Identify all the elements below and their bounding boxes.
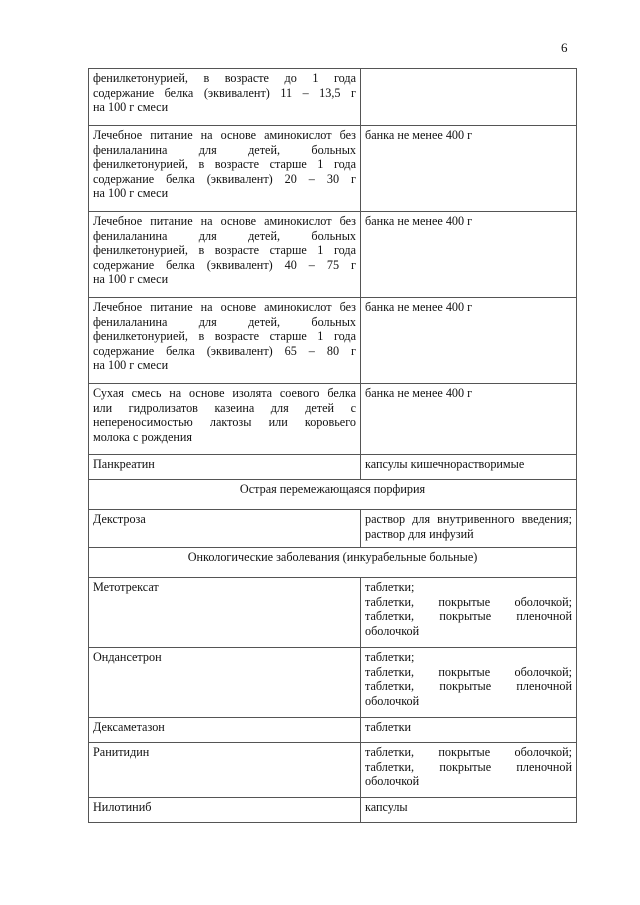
drug_lines-line: фенилкетонурией, в возрасте до 1 года	[93, 71, 356, 85]
drug-name-cell	[89, 798, 361, 823]
drug-name-cell	[89, 384, 361, 455]
form_lines-line: оболочкой	[365, 623, 420, 638]
form_lines-line: таблетки, покрытые пленочной	[365, 759, 572, 774]
drug_lines-line: фенилаланина для детей, больных	[93, 228, 356, 243]
form_lines-line: таблетки	[365, 720, 412, 734]
drug-name-cell	[89, 69, 361, 126]
form_lines-line: оболочкой	[365, 774, 420, 789]
drug_lines-line: фенилаланина для детей, больных	[93, 142, 356, 157]
drug_lines-line: Дексаметазон	[93, 720, 165, 734]
form_lines-line: оболочкой	[365, 693, 420, 708]
form_lines-line: таблетки, покрытые оболочкой;	[365, 745, 572, 759]
drug_lines-line: фенилкетонурией, в возрасте старше 1 года	[93, 243, 356, 258]
form_lines-line: банка не менее 400 г	[365, 300, 473, 314]
drug-name-cell	[89, 212, 361, 298]
drug_lines-line: на 100 г смеси	[93, 272, 169, 287]
drug_lines-line: фенилаланина для детей, больных	[93, 314, 356, 329]
drug_lines-line: на 100 г смеси	[93, 100, 169, 115]
drug-name-cell	[89, 126, 361, 212]
dosage-form-cell	[361, 455, 577, 480]
drug_lines-line: на 100 г смеси	[93, 358, 169, 373]
drug_lines-line: содержание белка (эквивалент) 65 – 80 г	[93, 343, 356, 358]
drug_lines-line: содержание белка (эквивалент) 20 – 30 г	[93, 171, 356, 186]
table-row	[89, 718, 577, 743]
drug_lines-line: Панкреатин	[93, 457, 155, 471]
form_lines-line: таблетки;	[365, 650, 415, 664]
dosage-form-cell	[361, 578, 577, 648]
drug-name-cell	[89, 743, 361, 798]
drug_lines-line: Метотрексат	[93, 580, 159, 594]
dosage-form-cell	[361, 126, 577, 212]
table-row	[89, 743, 577, 798]
drug_lines-line: Лечебное питание на основе аминокислот без	[93, 214, 356, 228]
table-row	[89, 648, 577, 718]
drug_lines-line: Ондансетрон	[93, 650, 162, 664]
table-row	[89, 126, 577, 212]
form_lines-line: раствор для инфузий	[365, 526, 474, 541]
form_lines-line: капсулы	[365, 800, 408, 814]
dosage-form-cell	[361, 718, 577, 743]
drug_lines-line: молока с рождения	[93, 429, 193, 444]
drug_lines-line: Ранитидин	[93, 745, 150, 759]
form_lines-line: таблетки, покрытые пленочной	[365, 679, 572, 694]
drug_lines-line: содержание белка (эквивалент) 40 – 75 г	[93, 257, 356, 272]
form_lines-line: таблетки, покрытые пленочной	[365, 609, 572, 624]
dosage-form-cell	[361, 384, 577, 455]
form_lines-line: раствор для внутривенного введения;	[365, 512, 572, 526]
drug-name-cell	[89, 578, 361, 648]
form_lines-line: банка не менее 400 г	[365, 214, 473, 228]
dosage-form-cell	[361, 69, 577, 126]
section-heading: Острая перемежающаяся порфирия	[89, 480, 577, 510]
section-heading: Онкологические заболевания (инкурабельные больные)	[89, 548, 577, 578]
table-row	[89, 510, 577, 548]
drug-name-cell	[89, 455, 361, 480]
drug_lines-line: фенилкетонурией, в возрасте старше 1 года	[93, 329, 356, 344]
drug_lines-line: или гидролизатов казеина для детей с	[93, 400, 356, 415]
dosage-form-cell	[361, 798, 577, 823]
drug_lines-line: содержание белка (эквивалент) 11 – 13,5 г	[93, 85, 356, 100]
dosage-form-cell	[361, 212, 577, 298]
form_lines-line: банка не менее 400 г	[365, 128, 473, 142]
table-row	[89, 455, 577, 480]
drug_lines-line: на 100 г смеси	[93, 186, 169, 201]
drug_lines-line: Декстроза	[93, 512, 146, 526]
drug_lines-line: Лечебное питание на основе аминокислот без	[93, 300, 356, 314]
page-number: 6	[561, 40, 568, 55]
form_lines-line: капсулы кишечнорастворимые	[365, 457, 525, 471]
table-row	[89, 69, 577, 126]
form_lines-line: банка не менее 400 г	[365, 386, 473, 400]
drug-name-cell	[89, 718, 361, 743]
form_lines-line: таблетки;	[365, 580, 415, 594]
drug_lines-line: Нилотиниб	[93, 800, 152, 814]
table-row	[89, 212, 577, 298]
table-row	[89, 798, 577, 823]
table-row	[89, 384, 577, 455]
drug_lines-line: непереносимостью лактозы или коровьего	[93, 415, 356, 430]
drug-name-cell	[89, 648, 361, 718]
table-row	[89, 578, 577, 648]
dosage-form-cell	[361, 298, 577, 384]
section-row-porphyria	[89, 480, 577, 510]
form_lines-line: таблетки, покрытые оболочкой;	[365, 594, 572, 609]
drug-name-cell	[89, 298, 361, 384]
drug_lines-line: фенилкетонурией, в возрасте старше 1 года	[93, 157, 356, 172]
form_lines-line: таблетки, покрытые оболочкой;	[365, 664, 572, 679]
drug-table-body	[89, 69, 577, 823]
dosage-form-cell	[361, 743, 577, 798]
dosage-form-cell	[361, 510, 577, 548]
drug_lines-line: Лечебное питание на основе аминокислот без	[93, 128, 356, 142]
drug-table	[88, 68, 577, 823]
dosage-form-cell	[361, 648, 577, 718]
section-row-oncology	[89, 548, 577, 578]
drug-name-cell	[89, 510, 361, 548]
table-row	[89, 298, 577, 384]
drug_lines-line: Сухая смесь на основе изолята соевого белка	[93, 386, 356, 400]
